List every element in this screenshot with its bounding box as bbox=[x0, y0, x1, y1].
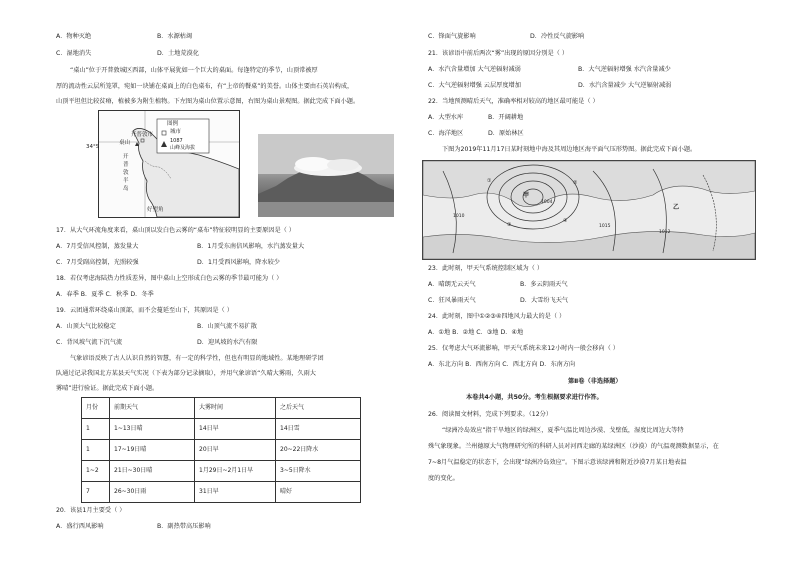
q22-option-b: B．开阔耕地 bbox=[488, 114, 524, 121]
map-label-peninsula: 普 bbox=[123, 162, 129, 168]
pressure-point-3: ③ bbox=[507, 222, 512, 228]
table-row bbox=[82, 440, 361, 461]
q19-stem: 19．云团通常环绕桌山顶部，而不会蔓延至山下，其原因是（ ） bbox=[56, 307, 233, 314]
table-header-cell: 大雾时间 bbox=[195, 398, 276, 419]
q17-stem: 17．从大气环流角度来看，桌山顶以发白色云雾的“桌布”特征较明显的主要原因是（ ） bbox=[56, 227, 295, 234]
legend-city: 城市 bbox=[170, 129, 182, 135]
q25-stem: 25．仅考虑大气环流影响，甲天气系统未来12小时内一般会移向（ ） bbox=[428, 345, 619, 352]
q26-line: 7~8月气温稳定的状态下，会出现“绿洲冷岛效应”。下图示意该绿洲和附近沙漠7月某日地表温 bbox=[428, 459, 687, 466]
q25-options: A．东北方向 B．西南方向 C．西北方向 D．东南方向 bbox=[428, 361, 576, 368]
passage-line: 厚的流动性云层所笼罩，宛如一块铺在桌面上的白色桌布，有“上帝的餐桌”的美誉。山体主要由石英岩构成， bbox=[56, 83, 354, 90]
q16-option-a: A．物种灭绝 bbox=[56, 33, 92, 40]
table-header-row bbox=[82, 398, 361, 419]
q19-option-c: C．背风坡气流下沉气流 bbox=[56, 339, 123, 346]
map-label-peninsula: 开 bbox=[123, 154, 129, 160]
q18-options: A．春季 B．夏季 C．秋季 D．冬季 bbox=[56, 291, 154, 298]
q19-option-b: B．山顶气流不易扩散 bbox=[197, 323, 257, 330]
map-label-cape: 好望角 bbox=[147, 207, 164, 213]
q26-line: 殊气象现象。兰州德原大气物理研究所的科研人员对河西走廊的某绿洲区（沙漠）的气温观测数据显示，在 bbox=[428, 443, 719, 450]
table-cell: 14日雪 bbox=[276, 419, 361, 440]
q20-stem: 20．该县1月主要受（ ） bbox=[56, 507, 126, 514]
map-label-table-mountain: 桌山 bbox=[119, 140, 131, 146]
photo-svg bbox=[258, 134, 394, 217]
pressure-label-jia: 甲 bbox=[523, 192, 530, 199]
q24-stem: 24．此时刻，图中①②③④四地风力最大的是（ ） bbox=[428, 313, 566, 320]
q23-option-c: C．狂风暴雨天气 bbox=[428, 297, 476, 304]
q17-option-b: B．1月受东南信风影响，水汽蒸发量大 bbox=[197, 243, 305, 250]
table-header-cell: 之后天气 bbox=[276, 398, 361, 419]
table-cell: 21日~30日晴 bbox=[110, 461, 195, 482]
pressure-point-1: ① bbox=[487, 178, 492, 184]
q20-option-b: B．副热带高压影响 bbox=[157, 523, 211, 530]
passage-line: “桌山”位于开普敦城区西部，山体平展犹如一个巨大的桌面。每逢特定的季节，山顶常被厚 bbox=[70, 67, 318, 74]
q16-option-d: D．土地荒漠化 bbox=[157, 50, 199, 57]
isobar-label: 1004 bbox=[541, 200, 553, 205]
q23-option-a: A．晴朗无云天气 bbox=[428, 281, 476, 288]
q23-stem: 23．此时刻，甲天气系统控制区域为（ ） bbox=[428, 265, 544, 272]
q23-option-b: B．多云阴雨天气 bbox=[520, 281, 568, 288]
q22-option-a: A．大型水库 bbox=[428, 114, 464, 121]
table-header-cell: 月份 bbox=[82, 398, 110, 419]
map-label-peninsula: 敦 bbox=[123, 170, 129, 176]
table-cell: 晴好 bbox=[276, 482, 361, 503]
q22-option-c: C．海洋地区 bbox=[428, 130, 464, 137]
q16-option-c: C．湿地消失 bbox=[56, 50, 92, 57]
q18-stem: 18．若仅考虑海陆热力性质差异，图中桌山上空形成白色云雾的季节最可能为（ ） bbox=[56, 275, 283, 282]
legend-peak-text: 山峰及海拔 bbox=[170, 145, 196, 151]
pressure-label-yi: 乙 bbox=[673, 204, 680, 211]
table-cell: 1 bbox=[82, 440, 110, 461]
q17-option-c: C．7月受副高控制，光照较强 bbox=[56, 259, 139, 266]
table-cell: 1月29日~2月1日早 bbox=[195, 461, 276, 482]
q20-option-a: A．盛行西风影响 bbox=[56, 523, 104, 530]
q21-stem: 21．该谚语中前后两次“雾”出现的原因分别是（ ） bbox=[428, 50, 569, 57]
isobar-label: 1010 bbox=[453, 214, 465, 219]
part2-title: 第Ⅱ卷（非选择题） bbox=[568, 378, 622, 385]
pressure-point-2: ② bbox=[573, 180, 578, 186]
passage-line: 队通过记录我国北方某县天气实况（下表为部分记录摘取），并用气象谚语“久晴大雾雨，久雨大 bbox=[56, 370, 316, 377]
table-cell: 14日早 bbox=[195, 419, 276, 440]
table-cell: 1~2 bbox=[82, 461, 110, 482]
table-cell: 26~30日雨 bbox=[110, 482, 195, 503]
table-mountain-location-map bbox=[98, 110, 240, 218]
table-cell: 3~5日降水 bbox=[276, 461, 361, 482]
table-cell: 7 bbox=[82, 482, 110, 503]
pressure-point-4: ④ bbox=[563, 218, 568, 224]
q20-option-d: D．冷性反气旋影响 bbox=[530, 33, 585, 40]
passage-line: 气象谚语反映了古人认识自然的智慧，有一定的科学性，但也有明显的地域性。某地理研学团 bbox=[70, 355, 324, 362]
q22-option-d: D．原始林区 bbox=[488, 130, 524, 137]
weather-record-table bbox=[81, 397, 361, 503]
q24-options: A．①地 B．②地 C．③地 D．④地 bbox=[428, 329, 524, 336]
table-cell: 1 bbox=[82, 419, 110, 440]
map-label-peninsula: 岛 bbox=[123, 186, 129, 192]
q23-option-d: D．大雪纷飞天气 bbox=[520, 297, 569, 304]
table-row bbox=[82, 419, 361, 440]
table-cell: 1~13日晴 bbox=[110, 419, 195, 440]
q21-option-b: B．大气逆辐射增强 水汽含量减少 bbox=[578, 66, 671, 73]
q21-option-d: D．水汽含量减少 大气逆辐射减弱 bbox=[578, 82, 672, 89]
q22-stem: 22．当地预测晴后天气，准确率相对较高的地区最可能是（ ） bbox=[428, 98, 599, 105]
isobar-label: 1015 bbox=[599, 224, 611, 229]
legend-peak-number: 1087 bbox=[170, 138, 183, 144]
table-mountain-photo bbox=[258, 134, 394, 217]
q19-option-a: A．山顶大气比较稳定 bbox=[56, 323, 116, 330]
map-latitude-label: 34°S bbox=[86, 144, 100, 150]
q26-line: 度的变化。 bbox=[428, 475, 459, 482]
sea-level-pressure-map bbox=[422, 160, 756, 260]
passage-line: 山顶平坦但比较贫瘠，植被多为附生植物。下左图为桌山位置示意图，右图为桌山景观图。据此完成下面小题。 bbox=[56, 98, 360, 105]
table-cell: 20~22日降水 bbox=[276, 440, 361, 461]
q16-option-b: B．水源枯竭 bbox=[157, 33, 193, 40]
q26-line: “绿洲冷岛效应”指干旱地区的绿洲区，夏季气温比周边沙漠、戈壁低，湿度比周边大等特 bbox=[442, 427, 684, 434]
table-row bbox=[82, 482, 361, 503]
table-cell: 17~19日晴 bbox=[110, 440, 195, 461]
part2-note: 本卷共4小题，共50分。考生根据要求进行作答。 bbox=[466, 394, 603, 401]
table-row bbox=[82, 461, 361, 482]
q26-stem: 26．阅读图文材料，完成下列要求。（12分） bbox=[428, 411, 553, 418]
pressure-passage: 下图为2019年11月17日某时刻地中海及其周边地区海平面气压形势图。据此完成下面小题。 bbox=[442, 146, 697, 153]
right-column bbox=[400, 0, 794, 562]
map-label-peninsula: 半 bbox=[123, 178, 129, 184]
map-label-cape-town: 开普敦市 bbox=[131, 132, 154, 138]
passage-line: 雾晴”进行验证。据此完成下面小题。 bbox=[56, 385, 159, 392]
pressure-map-svg bbox=[423, 161, 755, 259]
q21-option-a: A．水汽含量增加 大气逆辐射减弱 bbox=[428, 66, 521, 73]
q19-option-d: D．迎风坡的水汽有限 bbox=[197, 339, 258, 346]
q17-option-a: A．7月受信风控制，蒸发量大 bbox=[56, 243, 139, 250]
table-header-cell: 前期天气 bbox=[110, 398, 195, 419]
q17-option-d: D．1月受西风影响，降水较少 bbox=[197, 259, 280, 266]
q21-option-c: C．大气逆辐射增强 云层厚度增加 bbox=[428, 82, 521, 89]
legend-title: 图例 bbox=[167, 121, 179, 127]
q20-option-c: C．锋面气旋影响 bbox=[428, 33, 476, 40]
table-cell: 20日早 bbox=[195, 440, 276, 461]
table-cell: 31日早 bbox=[195, 482, 276, 503]
isobar-label: 1012 bbox=[659, 230, 671, 235]
